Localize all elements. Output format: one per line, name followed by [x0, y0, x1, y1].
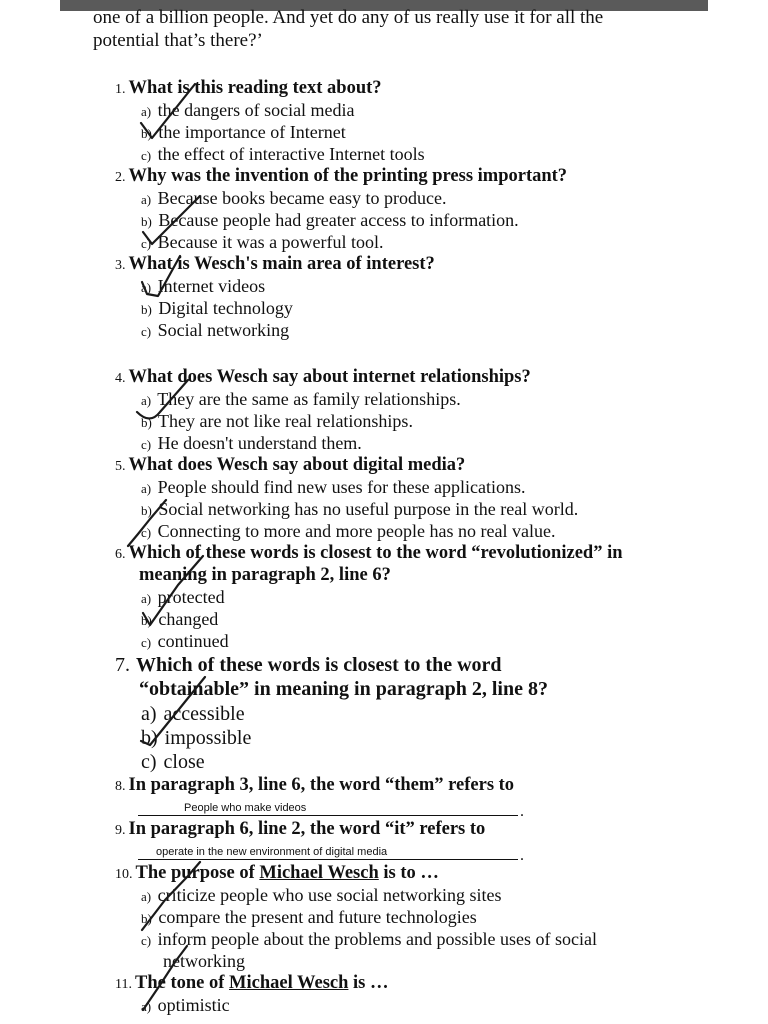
answer-line-8[interactable] [138, 795, 524, 820]
option-letter: b) [141, 613, 152, 628]
option-text: compare the present and future technologies [158, 907, 477, 927]
option-7b[interactable] [141, 726, 251, 750]
option-4b[interactable] [141, 410, 413, 434]
option-text: He doesn't understand them. [157, 433, 362, 453]
option-letter: c) [141, 635, 152, 650]
question-text: In paragraph 3, line 6, the word “them” refers to [128, 775, 515, 795]
question-number: 11. [115, 977, 132, 992]
question-number: 6. [115, 547, 126, 562]
option-text: Because books became easy to produce. [157, 188, 447, 208]
option-text: inform people about the problems and possible uses of social [157, 929, 598, 949]
question-number: 10. [115, 867, 133, 882]
option-10b[interactable] [141, 906, 477, 930]
option-3c[interactable] [141, 319, 289, 343]
option-2c[interactable] [141, 231, 384, 255]
option-letter: b) [141, 503, 152, 518]
option-text: close [163, 751, 205, 773]
option-letter: b) [141, 415, 152, 430]
question-6 [115, 542, 623, 566]
option-2b[interactable] [141, 209, 519, 233]
option-6b[interactable] [141, 608, 218, 632]
option-1a[interactable] [141, 99, 355, 123]
option-7a[interactable] [141, 702, 245, 726]
option-10c-continued [163, 950, 245, 972]
option-letter: c) [141, 148, 152, 163]
question-text: is … [348, 973, 389, 993]
intro-paragraph [93, 6, 713, 52]
option-letter: c) [141, 324, 152, 339]
option-5b[interactable] [141, 498, 578, 522]
question-text: What is Wesch's main area of interest? [128, 254, 435, 274]
handwritten-answer: People who make videos [184, 802, 307, 814]
question-text: What does Wesch say about digital media? [128, 455, 466, 475]
question-7 [115, 653, 502, 677]
question-11 [115, 972, 389, 996]
option-text: They are the same as family relationships. [157, 389, 461, 409]
option-text: Internet videos [157, 276, 266, 296]
option-text: the importance of Internet [158, 122, 346, 142]
question-number: 1. [115, 82, 126, 97]
option-text: protected [157, 587, 225, 607]
question-number: 5. [115, 459, 126, 474]
question-number: 4. [115, 371, 126, 386]
option-4a[interactable] [141, 388, 461, 412]
option-letter: a) [141, 703, 157, 725]
option-text: changed [158, 609, 219, 629]
option-2a[interactable] [141, 187, 447, 211]
option-5c[interactable] [141, 520, 555, 544]
option-letter: a) [141, 481, 152, 496]
question-3 [115, 253, 435, 277]
option-letter: a) [141, 393, 152, 408]
option-text: Because it was a powerful tool. [157, 232, 384, 252]
option-text: Social networking has no useful purpose in the real world. [158, 499, 579, 519]
end-period: . [520, 803, 524, 820]
option-text: the effect of interactive Internet tools [157, 144, 425, 164]
question-number: 2. [115, 170, 126, 185]
question-text: What does Wesch say about internet relationships? [128, 367, 531, 387]
option-text: continued [157, 631, 229, 651]
option-letter: c) [141, 437, 152, 452]
question-6-continued [139, 564, 391, 586]
option-text: optimistic [157, 995, 230, 1015]
option-5a[interactable] [141, 476, 526, 500]
underlined-name: Michael Wesch [259, 863, 379, 883]
question-5 [115, 454, 465, 478]
option-3b[interactable] [141, 297, 293, 321]
question-text: “obtainable” in meaning in paragraph 2, line 8? [139, 678, 548, 700]
option-text: People should find new uses for these applications. [157, 477, 526, 497]
option-text: the dangers of social media [157, 100, 355, 120]
option-text: Connecting to more and more people has no real value. [157, 521, 556, 541]
option-4c[interactable] [141, 432, 362, 456]
question-number: 3. [115, 258, 126, 273]
question-10 [115, 862, 439, 886]
question-4 [115, 366, 531, 390]
option-text: Because people had greater access to information. [158, 210, 519, 230]
handwritten-answer: operate in the new environment of digital media [156, 846, 388, 858]
option-letter: c) [141, 525, 152, 540]
option-letter: b) [141, 727, 158, 749]
question-text: Which of these words is closest to the word “revolutionized” in [128, 543, 623, 563]
option-letter: b) [141, 126, 152, 141]
question-text: What is this reading text about? [128, 78, 382, 98]
option-text: impossible [164, 727, 252, 749]
question-number: 8. [115, 779, 126, 794]
underlined-name: Michael Wesch [229, 973, 349, 993]
option-letter: a) [141, 999, 152, 1014]
option-letter: b) [141, 302, 152, 317]
question-1 [115, 77, 382, 101]
option-7c[interactable] [141, 750, 205, 774]
option-letter: a) [141, 192, 152, 207]
option-letter: a) [141, 889, 152, 904]
question-text: The purpose of [135, 863, 260, 883]
option-text: criticize people who use social networking sites [157, 885, 502, 905]
intro-line: one of a billion people. And yet do any of us really use it for all the [93, 7, 604, 28]
question-number: 7. [115, 654, 130, 676]
option-text: They are not like real relationships. [158, 411, 413, 431]
question-text: The tone of [134, 973, 230, 993]
option-letter: a) [141, 280, 152, 295]
option-11a[interactable] [141, 994, 230, 1018]
option-letter: b) [141, 214, 152, 229]
option-text: Social networking [157, 320, 290, 340]
option-text: networking [163, 951, 245, 971]
option-letter: a) [141, 591, 152, 606]
intro-line: potential that’s there?’ [93, 30, 263, 51]
option-6a[interactable] [141, 586, 225, 610]
option-10a[interactable] [141, 884, 502, 908]
option-1b[interactable] [141, 121, 346, 145]
option-6c[interactable] [141, 630, 229, 654]
question-text: Why was the invention of the printing press important? [128, 166, 568, 186]
end-period: . [520, 847, 524, 864]
option-text: accessible [163, 703, 245, 725]
option-text: Digital technology [158, 298, 293, 318]
question-text: meaning in paragraph 2, line 6? [139, 565, 391, 585]
question-7-continued [139, 677, 548, 701]
question-text: is to … [378, 863, 439, 883]
question-text: In paragraph 6, line 2, the word “it” refers to [128, 819, 486, 839]
option-letter: c) [141, 236, 152, 251]
option-letter: a) [141, 104, 152, 119]
question-number: 9. [115, 823, 126, 838]
option-3a[interactable] [141, 275, 265, 299]
question-text: Which of these words is closest to the word [136, 654, 502, 676]
answer-line-9[interactable] [138, 839, 524, 864]
question-2 [115, 165, 567, 189]
option-letter: b) [141, 911, 152, 926]
option-10c[interactable] [141, 928, 597, 952]
option-letter: c) [141, 751, 157, 773]
option-1c[interactable] [141, 143, 425, 167]
option-letter: c) [141, 933, 152, 948]
